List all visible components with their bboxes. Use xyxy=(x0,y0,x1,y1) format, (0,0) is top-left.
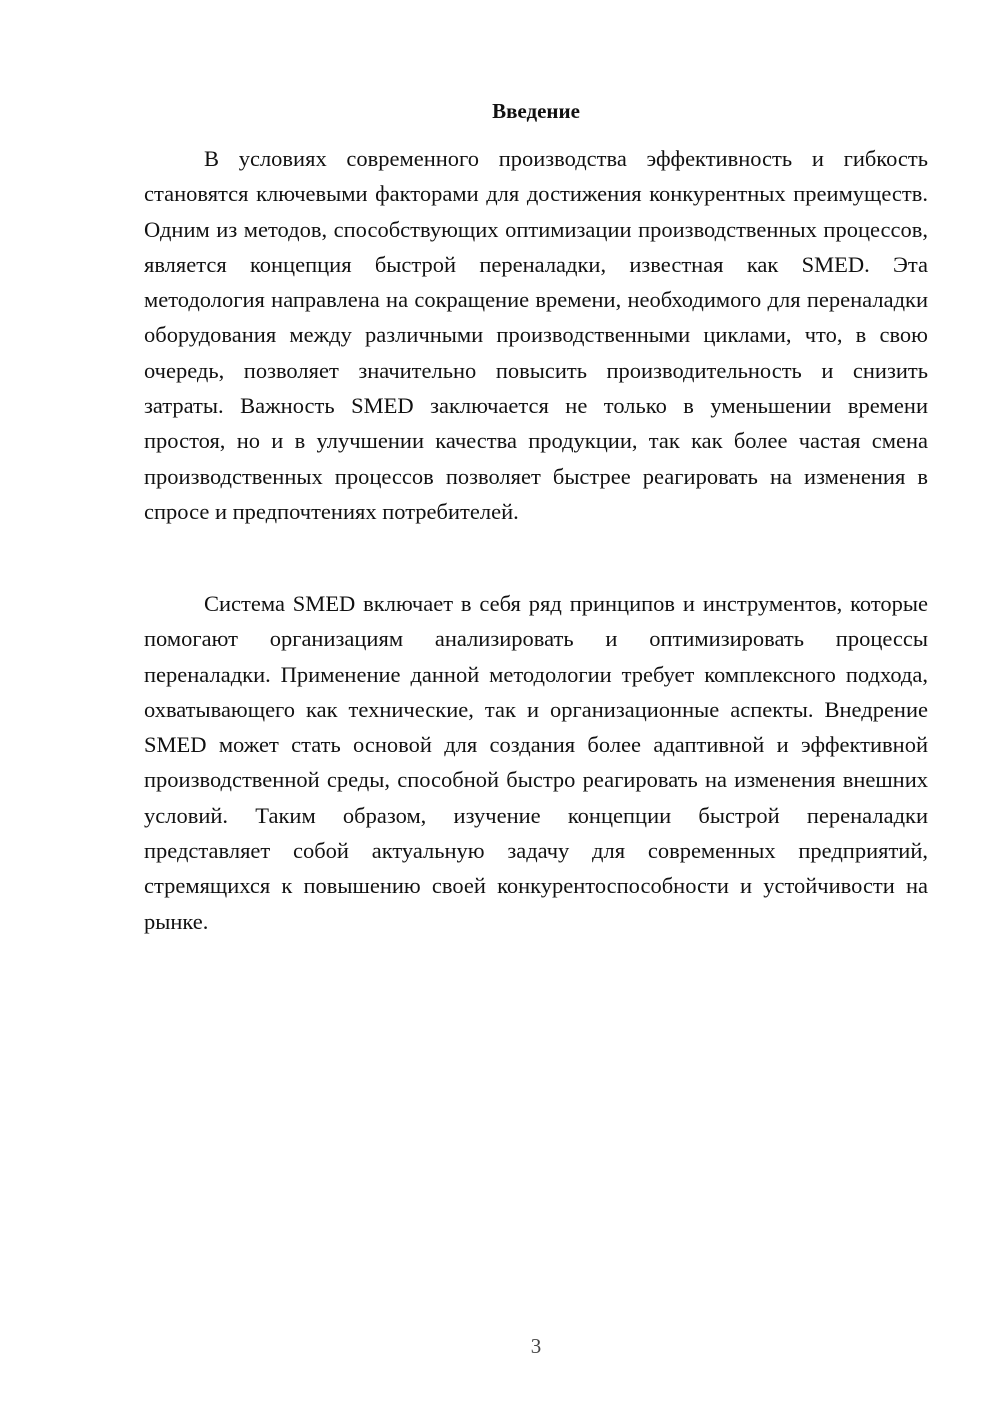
section-heading: Введение xyxy=(492,99,580,123)
paragraph-smed-system: Система SMED включает в себя ряд принципов и инструментов, которые помогают организациям анализировать и оптимизировать процессы переналадки. Применение данной методологии требует комплексного подхода, охватывающего как технические, так и организационные аспекты. Внедрение SMED может стать основой для создания более адаптивной и эффективной производственной среды, способной быстро реагировать на изменения внешних условий. Таким образом, изучение концепции быстрой переналадки представляет собой актуальную задачу для современных предприятий, стремящихся к повышению своей конкурентоспособности и устойчивости на рынке. xyxy=(144,591,928,934)
paragraph-intro: В условиях современного производства эффективность и гибкость становятся ключевыми факторами для достижения конкурентных преимуществ. Одним из методов, способствующих оптимизации производственных процессов, является концепция быстрой переналадки, известная как SMED. Эта методология направлена на сокращение времени, необходимого для переналадки оборудования между различными производственными циклами, что, в свою очередь, позволяет значительно повысить производительность и снизить затраты. Важность SMED заключается не только в уменьшении времени простоя, но и в улучшении качества продукции, так как более частая смена производственных процессов позволяет быстрее реагировать на изменения в спросе и предпочтениях потребителей. xyxy=(144,146,928,524)
page-number: 3 xyxy=(530,1334,542,1358)
